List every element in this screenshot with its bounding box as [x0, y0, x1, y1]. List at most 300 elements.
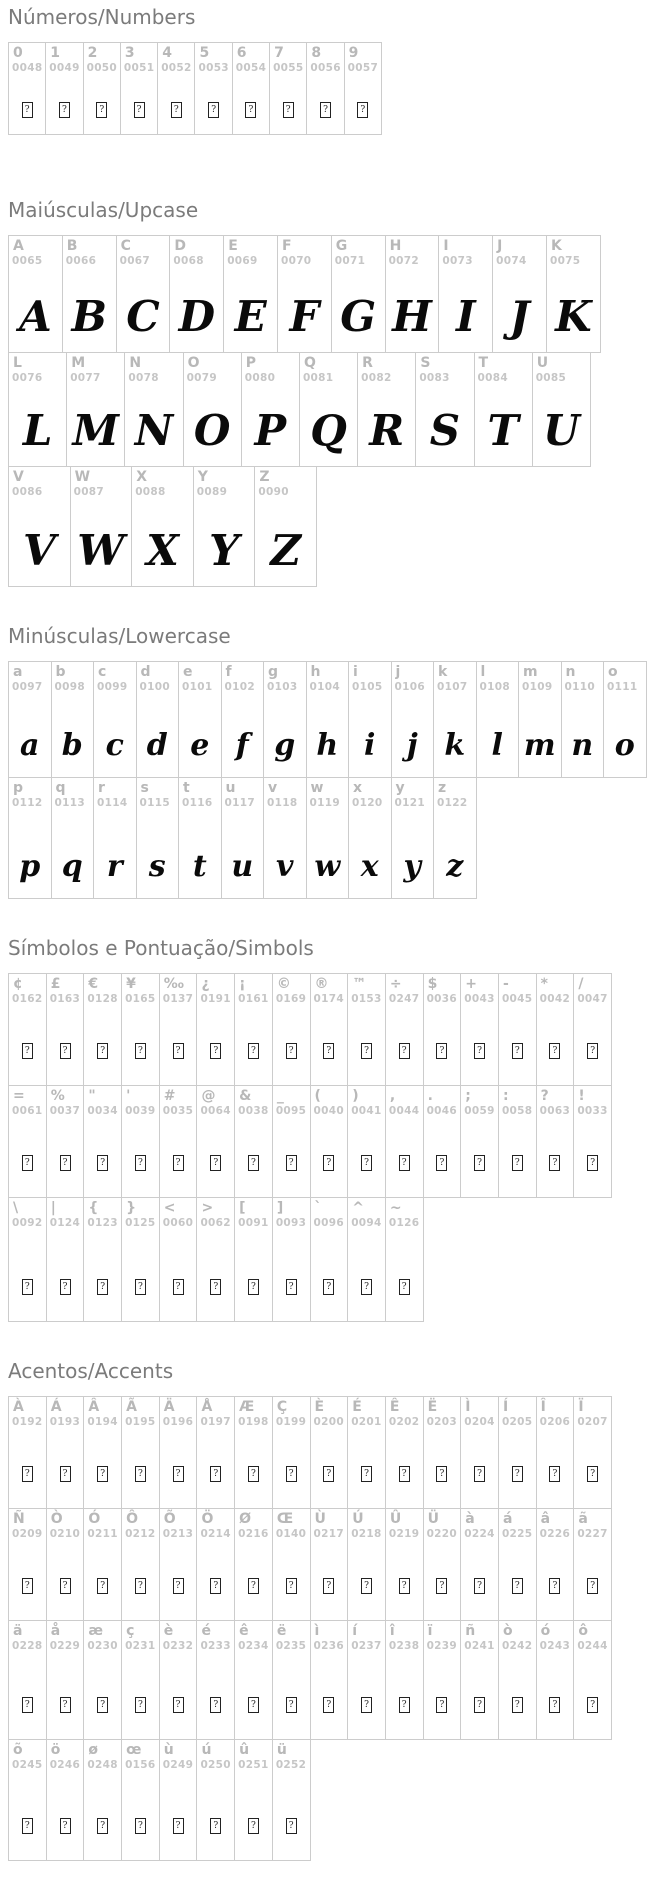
glyph-row	[8, 1396, 661, 1509]
char-code: 0163	[49, 993, 81, 1005]
char-code: 0102	[224, 681, 255, 693]
char-label: k	[438, 664, 448, 680]
glyph-preview	[9, 1578, 46, 1594]
char-label: l	[480, 664, 486, 680]
missing-glyph-icon: ?	[173, 1578, 184, 1594]
char-label: W	[74, 469, 91, 485]
char-code: 0041	[351, 1105, 382, 1117]
glyph-cell-0195	[121, 1396, 160, 1509]
char-code: 0044	[388, 1105, 420, 1117]
glyph-preview	[311, 1043, 348, 1059]
glyph-preview	[47, 1578, 84, 1594]
glyph-preview	[574, 1155, 611, 1171]
missing-glyph-icon: ?	[59, 102, 70, 118]
glyph-preview	[386, 1466, 423, 1482]
char-code: 0162	[12, 993, 43, 1005]
glyph-preview: v	[276, 849, 294, 884]
char-label: *	[540, 976, 548, 992]
glyph-cell-0212	[121, 1508, 160, 1621]
glyph-cell-0047	[573, 973, 612, 1086]
section-symbols	[8, 937, 661, 1322]
char-code: 0156	[125, 1759, 156, 1771]
glyph-cell-0038	[234, 1085, 273, 1198]
char-label: Î	[540, 1399, 546, 1415]
char-label: è	[163, 1623, 174, 1639]
char-label: ?	[540, 1088, 549, 1104]
missing-glyph-icon: ?	[135, 1466, 146, 1482]
glyph-cell-0194	[83, 1396, 122, 1509]
missing-glyph-icon: ?	[60, 1697, 71, 1713]
glyph-preview	[9, 1466, 46, 1482]
char-code: 0074	[496, 255, 527, 267]
glyph-preview: y	[403, 849, 421, 884]
char-code: 0048	[12, 62, 43, 74]
glyph-cell-0088	[131, 466, 194, 587]
glyph-preview: L	[22, 406, 53, 455]
char-label: c	[98, 664, 107, 680]
char-code: 0061	[12, 1105, 43, 1117]
glyph-cell-0203	[423, 1396, 462, 1509]
glyph-cell-0033	[573, 1085, 612, 1198]
char-code: 0216	[238, 1528, 269, 1540]
char-label: ê	[239, 1623, 249, 1639]
char-label: Ù	[314, 1511, 326, 1527]
char-label: p	[13, 780, 24, 796]
glyph-preview	[499, 1155, 536, 1171]
char-code: 0110	[564, 681, 595, 693]
glyph-row	[8, 1085, 661, 1198]
char-code: 0198	[238, 1416, 269, 1428]
char-label: Ì	[465, 1399, 471, 1415]
glyph-preview: Q	[310, 406, 347, 455]
char-label: S	[420, 355, 431, 371]
missing-glyph-icon: ?	[210, 1466, 221, 1482]
char-label: ¿	[201, 976, 210, 992]
section-upcase	[8, 199, 661, 587]
char-label: ô	[578, 1623, 588, 1639]
glyph-preview	[195, 102, 231, 118]
char-code: 0063	[539, 1105, 571, 1117]
glyph-preview	[345, 102, 381, 118]
char-label: <	[163, 1200, 176, 1216]
char-code: 0236	[313, 1640, 344, 1652]
glyph-preview	[461, 1578, 498, 1594]
glyph-cell-0035	[159, 1085, 198, 1198]
glyph-preview: R	[369, 406, 405, 455]
char-label: 3	[124, 45, 135, 61]
char-code: 0059	[464, 1105, 495, 1117]
char-code: 0081	[302, 372, 334, 384]
glyph-cell-0247	[385, 973, 424, 1086]
glyph-row	[8, 1508, 661, 1621]
char-code: 0235	[275, 1640, 307, 1652]
glyph-cell-0249	[159, 1739, 198, 1861]
glyph-cell-0095	[272, 1085, 311, 1198]
glyph-cell-0056	[306, 42, 344, 135]
missing-glyph-icon: ?	[248, 1697, 259, 1713]
char-code: 0232	[162, 1640, 194, 1652]
char-label: Û	[389, 1511, 402, 1527]
char-code: 0038	[238, 1105, 269, 1117]
glyph-preview	[273, 1279, 310, 1295]
glyph-preview	[311, 1466, 348, 1482]
char-code: 0064	[200, 1105, 231, 1117]
char-code: 0045	[501, 993, 533, 1005]
missing-glyph-icon: ?	[323, 1043, 334, 1059]
char-label: '	[126, 1088, 131, 1104]
missing-glyph-icon: ?	[22, 1043, 33, 1059]
char-label: ‰	[163, 976, 184, 992]
char-label: Ä	[163, 1399, 175, 1415]
glyph-preview	[235, 1466, 272, 1482]
char-code: 0225	[501, 1528, 533, 1540]
glyph-preview	[311, 1697, 348, 1713]
glyph-preview: O	[193, 406, 231, 455]
missing-glyph-icon: ?	[210, 1279, 221, 1295]
glyph-preview	[311, 1578, 348, 1594]
glyph-cell-0115	[136, 777, 180, 899]
glyph-row	[8, 1620, 661, 1740]
glyph-preview: f	[235, 728, 249, 763]
char-code: 0047	[577, 993, 608, 1005]
missing-glyph-icon: ?	[323, 1697, 334, 1713]
char-code: 0211	[87, 1528, 118, 1540]
glyph-cell-0119	[306, 777, 350, 899]
char-label: -	[502, 976, 509, 992]
glyph-preview	[348, 1466, 385, 1482]
glyph-preview	[122, 1279, 159, 1295]
missing-glyph-icon: ?	[208, 102, 219, 118]
char-label: T	[478, 355, 489, 371]
glyph-preview	[122, 1466, 159, 1482]
glyph-cell-0069	[223, 235, 278, 353]
glyph-cell-0072	[385, 235, 440, 353]
missing-glyph-icon: ?	[474, 1578, 485, 1594]
char-label: (	[314, 1088, 321, 1104]
missing-glyph-icon: ?	[361, 1466, 372, 1482]
char-code: 0191	[200, 993, 231, 1005]
glyph-cell-0193	[46, 1396, 85, 1509]
glyph-cell-0036	[423, 973, 462, 1086]
glyph-cell-0123	[83, 1197, 122, 1322]
missing-glyph-icon: ?	[173, 1043, 184, 1059]
char-code: 0054	[235, 62, 267, 74]
char-code: 0092	[12, 1217, 43, 1229]
char-code: 0248	[87, 1759, 118, 1771]
missing-glyph-icon: ?	[210, 1818, 221, 1834]
glyph-preview	[235, 1043, 272, 1059]
glyph-cell-0233	[196, 1620, 235, 1740]
glyph-cell-0076	[8, 352, 67, 467]
glyph-cell-0112	[8, 777, 52, 899]
char-code: 0113	[54, 797, 85, 809]
glyph-cell-0050	[83, 42, 121, 135]
glyph-cell-0126	[385, 1197, 424, 1322]
glyph-preview	[424, 1466, 461, 1482]
char-code: 0062	[200, 1217, 231, 1229]
glyph-row	[8, 1739, 661, 1861]
glyph-cell-0199	[272, 1396, 311, 1509]
glyph-cell-0227	[573, 1508, 612, 1621]
glyph-cell-0113	[51, 777, 95, 899]
glyph-preview	[9, 1697, 46, 1713]
char-label: x	[353, 780, 363, 796]
missing-glyph-icon: ?	[549, 1697, 560, 1713]
glyph-cell-0250	[196, 1739, 235, 1861]
char-label: 1	[50, 45, 61, 61]
glyph-preview	[386, 1578, 423, 1594]
char-label: 2	[87, 45, 98, 61]
glyph-preview	[461, 1155, 498, 1171]
glyph-cell-0169	[272, 973, 311, 1086]
glyph-preview	[158, 102, 194, 118]
section-accents	[8, 1360, 661, 1861]
glyph-cell-0243	[536, 1620, 575, 1740]
section-title: Símbolos e Pontuação/Simbols	[8, 936, 314, 960]
glyph-preview	[122, 1043, 159, 1059]
char-code: 0124	[49, 1217, 81, 1229]
glyph-cell-0096	[310, 1197, 349, 1322]
missing-glyph-icon: ?	[361, 1697, 372, 1713]
char-label: Â	[88, 1399, 100, 1415]
char-code: 0094	[351, 1217, 382, 1229]
char-label: Ï	[578, 1399, 584, 1415]
missing-glyph-icon: ?	[286, 1279, 297, 1295]
char-label: æ	[88, 1623, 104, 1639]
glyph-preview: g	[274, 728, 296, 763]
glyph-cell-0232	[159, 1620, 198, 1740]
glyph-preview: A	[19, 292, 52, 341]
char-code: 0086	[12, 486, 43, 498]
char-code: 0217	[313, 1528, 344, 1540]
char-code: 0105	[352, 681, 383, 693]
char-code: 0051	[123, 62, 155, 74]
char-label: ÷	[389, 976, 402, 992]
missing-glyph-icon: ?	[286, 1578, 297, 1594]
char-label: /	[578, 976, 584, 992]
missing-glyph-icon: ?	[248, 1578, 259, 1594]
glyph-preview	[47, 1818, 84, 1834]
glyph-preview	[160, 1279, 197, 1295]
missing-glyph-icon: ?	[357, 102, 368, 118]
glyph-preview: J	[509, 292, 530, 341]
char-code: 0228	[12, 1640, 43, 1652]
char-code: 0109	[522, 681, 553, 693]
missing-glyph-icon: ?	[22, 1578, 33, 1594]
glyph-cell-0200	[310, 1396, 349, 1509]
char-label: |	[50, 1200, 56, 1216]
char-code: 0107	[437, 681, 468, 693]
glyph-preview	[84, 1466, 121, 1482]
glyph-cell-0037	[46, 1085, 85, 1198]
char-code: 0204	[464, 1416, 495, 1428]
char-label: u	[225, 780, 236, 796]
char-label: &	[239, 1088, 252, 1104]
char-code: 0053	[198, 62, 229, 74]
char-code: 0085	[535, 372, 567, 384]
char-label: ™	[352, 976, 367, 992]
glyph-cell-0252	[272, 1739, 311, 1861]
char-code: 0249	[162, 1759, 194, 1771]
missing-glyph-icon: ?	[210, 1697, 221, 1713]
glyph-cell-0207	[573, 1396, 612, 1509]
char-label: @	[201, 1088, 216, 1104]
glyph-preview	[122, 1818, 159, 1834]
glyph-row	[8, 973, 661, 1086]
char-label: 8	[311, 45, 322, 61]
glyph-cell-0073	[438, 235, 493, 353]
char-code: 0072	[388, 255, 420, 267]
glyph-preview	[9, 1155, 46, 1171]
glyph-cell-0192	[8, 1396, 47, 1509]
glyph-preview	[348, 1155, 385, 1171]
glyph-cell-0174	[310, 973, 349, 1086]
glyph-cell-0196	[159, 1396, 198, 1509]
char-label: ü	[276, 1742, 287, 1758]
char-label: Ã	[126, 1399, 137, 1415]
glyph-preview: T	[487, 406, 519, 455]
missing-glyph-icon: ?	[248, 1818, 259, 1834]
glyph-cell-0234	[234, 1620, 273, 1740]
glyph-cell-0218	[347, 1508, 386, 1621]
char-label: !	[578, 1088, 585, 1104]
missing-glyph-icon: ?	[474, 1466, 485, 1482]
glyph-cell-0209	[8, 1508, 47, 1621]
glyph-preview: b	[61, 728, 83, 763]
glyph-preview	[273, 1578, 310, 1594]
glyph-preview	[348, 1279, 385, 1295]
missing-glyph-icon: ?	[587, 1578, 598, 1594]
glyph-preview: P	[254, 406, 287, 455]
missing-glyph-icon: ?	[135, 1697, 146, 1713]
glyph-row	[8, 235, 661, 353]
glyph-preview: z	[446, 849, 464, 884]
glyph-cell-0229	[46, 1620, 85, 1740]
glyph-cell-0205	[498, 1396, 537, 1509]
char-label: ä	[13, 1623, 23, 1639]
glyph-cell-0128	[83, 973, 122, 1086]
missing-glyph-icon: ?	[173, 1818, 184, 1834]
glyph-cell-0210	[46, 1508, 85, 1621]
glyph-cell-0121	[391, 777, 435, 899]
glyph-cell-0202	[385, 1396, 424, 1509]
glyph-cell-0125	[121, 1197, 160, 1322]
glyph-preview: e	[190, 728, 210, 763]
glyph-cell-0041	[347, 1085, 386, 1198]
glyph-cell-0109	[518, 661, 562, 778]
char-label: ¡	[239, 976, 246, 992]
char-code: 0080	[244, 372, 276, 384]
char-code: 0046	[426, 1105, 457, 1117]
char-label: Ñ	[13, 1511, 25, 1527]
char-label: q	[55, 780, 66, 796]
char-code: 0252	[275, 1759, 307, 1771]
glyph-cell-0103	[263, 661, 307, 778]
glyph-preview	[9, 1043, 46, 1059]
char-code: 0207	[577, 1416, 608, 1428]
char-code: 0084	[477, 372, 508, 384]
char-code: 0091	[238, 1217, 269, 1229]
glyph-cell-0156	[121, 1739, 160, 1861]
glyph-preview	[386, 1155, 423, 1171]
char-label: ë	[276, 1623, 287, 1639]
glyph-cell-0105	[348, 661, 392, 778]
missing-glyph-icon: ?	[361, 1578, 372, 1594]
char-label: ~	[389, 1200, 402, 1216]
char-label: Œ	[276, 1511, 294, 1527]
glyph-preview	[424, 1155, 461, 1171]
section-title: Maiúsculas/Upcase	[8, 198, 199, 222]
char-label: œ	[126, 1742, 142, 1758]
glyph-cell-0058	[498, 1085, 537, 1198]
missing-glyph-icon: ?	[399, 1155, 410, 1171]
glyph-cell-0106	[391, 661, 435, 778]
char-label: E	[228, 238, 238, 254]
missing-glyph-icon: ?	[173, 1466, 184, 1482]
char-code: 0104	[309, 681, 340, 693]
missing-glyph-icon: ?	[96, 102, 107, 118]
glyph-preview	[47, 1043, 84, 1059]
char-code: 0205	[501, 1416, 533, 1428]
glyph-preview	[537, 1578, 574, 1594]
char-code: 0036	[426, 993, 457, 1005]
char-label: Ê	[389, 1399, 400, 1415]
missing-glyph-icon: ?	[436, 1578, 447, 1594]
char-code: 0088	[135, 486, 166, 498]
missing-glyph-icon: ?	[22, 1697, 33, 1713]
missing-glyph-icon: ?	[474, 1155, 485, 1171]
missing-glyph-icon: ?	[436, 1043, 447, 1059]
missing-glyph-icon: ?	[97, 1279, 108, 1295]
char-label: 0	[13, 45, 23, 61]
char-label: b	[55, 664, 66, 680]
char-code: 0037	[49, 1105, 81, 1117]
char-code: 0227	[577, 1528, 608, 1540]
glyph-preview	[424, 1043, 461, 1059]
missing-glyph-icon: ?	[361, 1043, 372, 1059]
glyph-cell-0062	[196, 1197, 235, 1322]
char-code: 0239	[426, 1640, 457, 1652]
missing-glyph-icon: ?	[512, 1466, 523, 1482]
char-label: ;	[465, 1088, 471, 1104]
glyph-cell-0093	[272, 1197, 311, 1322]
glyph-preview: H	[392, 292, 432, 341]
glyph-preview	[235, 1818, 272, 1834]
char-code: 0069	[227, 255, 258, 267]
char-label: N	[129, 355, 142, 371]
glyph-preview	[235, 1155, 272, 1171]
char-label: ò	[502, 1623, 513, 1639]
char-label: ã	[578, 1511, 588, 1527]
glyph-cell-0198	[234, 1396, 273, 1509]
glyph-cell-0074	[492, 235, 547, 353]
glyph-cell-0191	[196, 973, 235, 1086]
glyph-preview	[197, 1578, 234, 1594]
glyph-cell-0064	[196, 1085, 235, 1198]
char-code: 0195	[125, 1416, 156, 1428]
char-code: 0122	[437, 797, 468, 809]
glyph-preview: n	[571, 728, 594, 763]
glyph-cell-0048	[8, 42, 46, 135]
missing-glyph-icon: ?	[135, 1279, 146, 1295]
glyph-preview	[84, 1818, 121, 1834]
char-label: ì	[314, 1623, 320, 1639]
glyph-cell-0040	[310, 1085, 349, 1198]
missing-glyph-icon: ?	[22, 1466, 33, 1482]
glyph-cell-0071	[331, 235, 386, 353]
char-label: Q	[303, 355, 316, 371]
char-code: 0201	[351, 1416, 382, 1428]
